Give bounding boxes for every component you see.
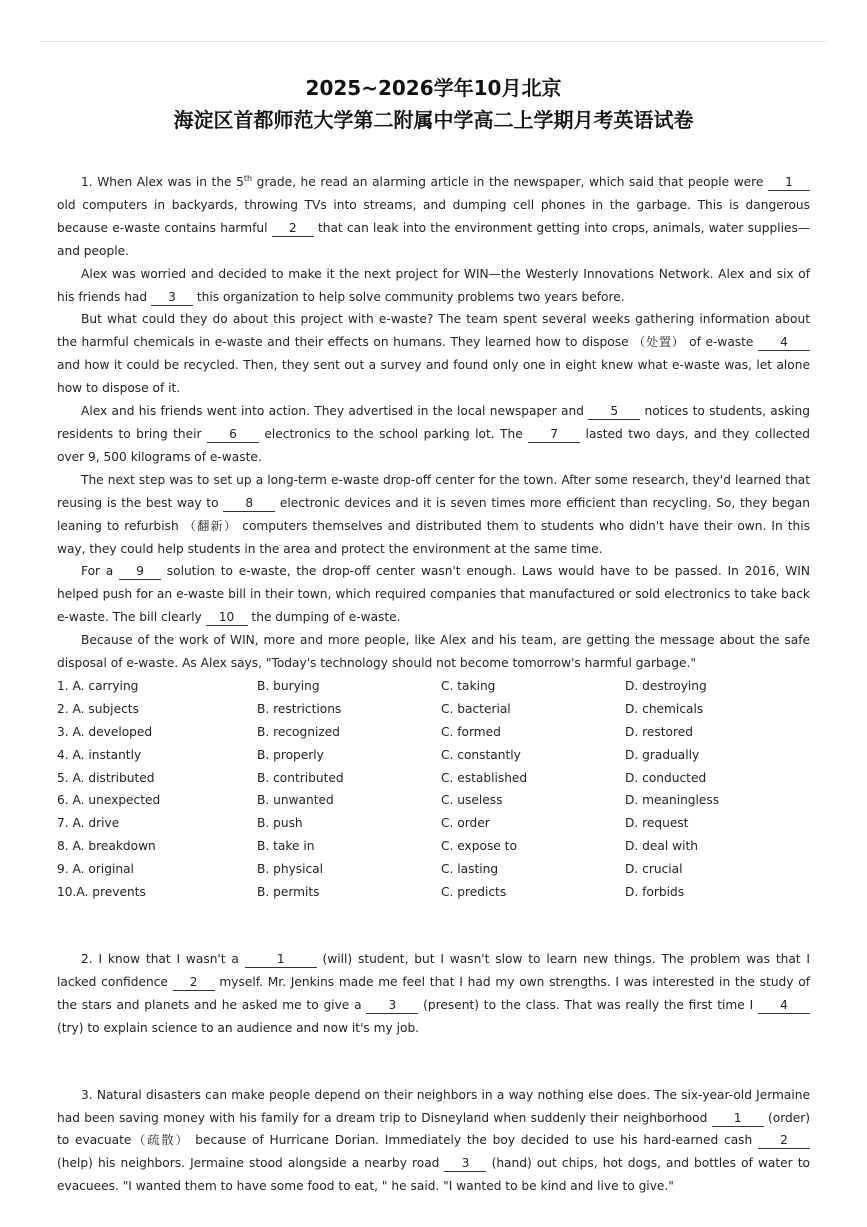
option-choice[interactable]: D. gradually — [625, 747, 700, 762]
option-row — [57, 789, 810, 812]
option-choice[interactable]: 4. A. instantly — [57, 747, 142, 762]
q2-blank-4[interactable]: 4 — [758, 997, 810, 1014]
option-choice[interactable]: 8. A. breakdown — [57, 839, 156, 854]
text: (will) student, but I wasn't slow to learn new things. The problem was that I lacked confidence — [57, 952, 810, 989]
text: (help) his neighbors. Jermaine stood alongside a nearby road — [57, 1156, 445, 1171]
text: (hand) out chips, hot dogs, and bottles of water to evacuees. "I wanted them to have some food to eat, " he said. "I wanted to be kind and live to give." — [57, 1156, 810, 1194]
option-choice[interactable]: B. physical — [257, 862, 324, 877]
option-row — [57, 767, 810, 790]
text: (order) to evacuate（疏散） because of Hurricane Dorian. Immediately the boy decided to use his hard-earned cash — [57, 1110, 810, 1148]
option-choice[interactable]: D. destroying — [625, 678, 707, 693]
q1-paragraph-4 — [57, 400, 810, 469]
text: electronics to the school parking lot. The — [258, 426, 529, 441]
exam-content — [57, 171, 810, 1198]
text: For a — [81, 564, 120, 579]
text: 3. Natural disasters can make people depend on their neighbors in a way nothing else does. The six-year-old Jermaine had been saving money with his family for a dream trip to Disneyland when suddenly their neighborhood — [57, 1087, 810, 1125]
question-1-cloze — [57, 171, 810, 904]
text: electronic devices and it is seven times more efficient than recycling. So, they began leaning to refurbish （翻新） computers themselves and distributed them to students who didn't have their own. In this way, they could help students in the area and protect the environment at the same time. — [57, 495, 810, 556]
q1-paragraph-5 — [57, 469, 810, 561]
q2-blank-1[interactable]: 1 — [245, 951, 317, 968]
option-choice[interactable]: 1. A. carrying — [57, 678, 139, 693]
text: Alex was worried and decided to make it the next project for WIN—the Westerly Innovations Network. Alex and six of his friends had — [57, 266, 810, 304]
option-row — [57, 698, 810, 721]
text: and how it could be recycled. Then, they sent out a survey and found only one in eight knew what e-waste was, let alone how to dispose of it. — [57, 358, 810, 396]
blank-4[interactable]: 4 — [758, 334, 810, 351]
text: 1. When Alex was in the 5 — [81, 175, 244, 189]
q3-blank-2[interactable]: 2 — [758, 1132, 810, 1149]
option-choice[interactable]: D. conducted — [625, 770, 707, 785]
option-choice[interactable]: C. expose to — [441, 839, 517, 854]
option-row — [57, 675, 810, 698]
q1-paragraph-6 — [57, 560, 810, 629]
title-line-2: 海淀区首都师范大学第二附属中学高二上学期月考英语试卷 — [173, 108, 694, 132]
option-choice[interactable]: D. crucial — [625, 862, 683, 877]
blank-7[interactable]: 7 — [528, 426, 580, 443]
blank-8[interactable]: 8 — [223, 495, 275, 512]
option-choice[interactable]: D. request — [625, 816, 689, 831]
option-choice[interactable]: D. meaningless — [625, 793, 720, 808]
q3-blank-1[interactable]: 1 — [712, 1110, 764, 1127]
option-choice[interactable]: C. constantly — [441, 747, 521, 762]
option-choice[interactable]: C. order — [441, 816, 490, 831]
text: myself. Mr. Jenkins made me feel that I had my own strengths. I was interested in the study of the stars and planets and he asked me to give a — [57, 974, 810, 1012]
text: that can leak into the environment getting into crops, animals, water supplies—and people. — [57, 220, 810, 258]
option-choice[interactable]: 3. A. developed — [57, 724, 153, 739]
q1-paragraph-1 — [57, 171, 810, 263]
option-choice[interactable]: D. restored — [625, 724, 693, 739]
option-choice[interactable]: 6. A. unexpected — [57, 793, 161, 808]
option-choice[interactable]: C. taking — [441, 678, 496, 693]
text: notices to students, asking residents to bring their — [57, 404, 810, 441]
blank-1[interactable]: 1 — [768, 174, 810, 191]
option-row — [57, 835, 810, 858]
option-choice[interactable]: B. take in — [257, 839, 315, 854]
text: old computers in backyards, throwing TVs into streams, and dumping cell phones in the garbage. This is dangerous because e-waste contains harmful — [57, 197, 810, 235]
option-choice[interactable]: 5. A. distributed — [57, 770, 155, 785]
text: this organization to help solve community problems two years before. — [193, 289, 625, 304]
option-choice[interactable]: B. recognized — [257, 724, 340, 739]
q3-paragraph — [57, 1084, 810, 1199]
q2-blank-2[interactable]: 2 — [173, 974, 215, 991]
option-choice[interactable]: B. push — [257, 816, 303, 831]
blank-3[interactable]: 3 — [151, 289, 193, 306]
blank-9[interactable]: 9 — [119, 563, 161, 580]
text: Alex and his friends went into action. They advertised in the local newspaper and — [81, 404, 589, 419]
option-choice[interactable]: 2. A. subjects — [57, 701, 139, 716]
option-choice[interactable]: B. unwanted — [257, 793, 334, 808]
text: The next step was to set up a long-term e-waste drop-off center for the town. After some research, they'd learned that reusing is the best way to — [57, 472, 810, 510]
text: lasted two days, and they collected over 9, 500 kilograms of e-waste. — [57, 426, 810, 464]
option-choice[interactable]: B. properly — [257, 747, 324, 762]
option-row — [57, 858, 810, 881]
text: the dumping of e-waste. — [247, 610, 401, 625]
q1-paragraph-7: Because of the work of WIN, more and more people, like Alex and his team, are getting the message about the safe disposal of e-waste. As Alex says, "Today's technology should not become tomorrow's harmful garbage." — [57, 633, 810, 671]
exam-title — [0, 72, 867, 136]
option-row — [57, 812, 810, 835]
option-choice[interactable]: C. formed — [441, 724, 501, 739]
text: (present) to the class. That was really the first time I — [418, 997, 758, 1012]
blank-6[interactable]: 6 — [207, 426, 259, 443]
option-choice[interactable]: C. bacterial — [441, 701, 511, 716]
q2-paragraph — [57, 948, 810, 1040]
q3-blank-3[interactable]: 3 — [444, 1155, 486, 1172]
option-choice[interactable]: C. predicts — [441, 885, 507, 900]
option-choice[interactable]: D. deal with — [625, 839, 698, 854]
question-2-fill — [57, 948, 810, 1040]
title-line-1: 2025~2026学年10月北京 — [305, 76, 562, 100]
option-choice[interactable]: B. restrictions — [257, 701, 342, 716]
blank-10[interactable]: 10 — [206, 609, 248, 626]
option-choice[interactable]: C. lasting — [441, 862, 499, 877]
blank-2[interactable]: 2 — [272, 220, 314, 237]
option-choice[interactable]: 7. A. drive — [57, 816, 120, 831]
option-choice[interactable]: 9. A. original — [57, 862, 134, 877]
option-row — [57, 721, 810, 744]
q1-paragraph-3 — [57, 308, 810, 400]
option-choice[interactable]: D. chemicals — [625, 701, 704, 716]
text: But what could they do about this project with e-waste? The team spent several weeks gathering information about the harmful chemicals in e-waste and their effects on humans. They learned how to dispose （处置） of e-waste — [57, 312, 810, 350]
q1-options-table — [57, 675, 810, 904]
q2-blank-3[interactable]: 3 — [366, 997, 418, 1014]
text: grade, he read an alarming article in the newspaper, which said that people were — [252, 175, 768, 189]
option-choice[interactable]: C. useless — [441, 793, 503, 808]
superscript: th — [243, 173, 253, 183]
option-row — [57, 744, 810, 767]
option-choice[interactable]: D. forbids — [625, 885, 685, 900]
header-rule — [40, 41, 827, 42]
option-choice[interactable]: 10.A. prevents — [57, 885, 146, 900]
text: 2. I know that I wasn't a — [81, 952, 245, 966]
question-3-fill — [57, 1084, 810, 1199]
option-row — [57, 881, 810, 904]
q1-paragraph-2 — [57, 263, 810, 309]
text: solution to e-waste, the drop-off center wasn't enough. Laws would have to be passed. In 2016, WIN helped push for an e-waste bill in their town, which required companies that manufactured or sold electronics to take back e-waste. The bill clearly — [57, 564, 810, 625]
blank-5[interactable]: 5 — [588, 403, 640, 420]
option-choice[interactable]: C. established — [441, 770, 528, 785]
text: (try) to explain science to an audience and now it's my job. — [57, 1020, 420, 1035]
option-choice[interactable]: B. contributed — [257, 770, 344, 785]
option-choice[interactable]: B. burying — [257, 678, 320, 693]
option-choice[interactable]: B. permits — [257, 885, 320, 900]
